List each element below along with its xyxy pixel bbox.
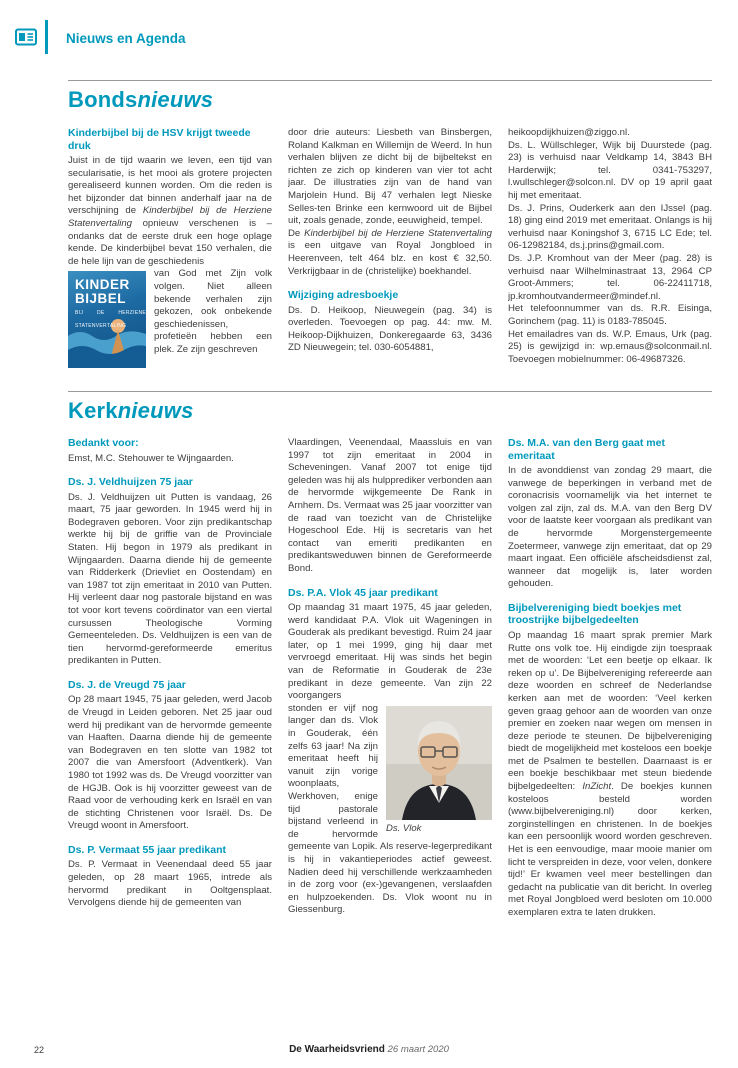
article-heading: Wijziging adresboekje xyxy=(288,289,399,302)
article-heading: Ds. J. de Vreugd 75 jaar xyxy=(68,678,186,691)
article-paragraph: Ds. J. Prins, Ouderkerk aan den IJssel (pag. 18) ging eind 2019 met emeritaat. Onlangs is hij verhuisd naar Koningshof 3, 6715 LC Ede; tel. 06-12982184, ds.j.prins@gmail.com. xyxy=(508,202,712,252)
article-heading: Ds. P. Vermaat 55 jaar predikant xyxy=(68,843,226,856)
section-title-italic: nieuws xyxy=(117,398,194,423)
article-paragraph: In de avonddienst van zondag 29 maart, die vanwege de beperkingen in verband met de coronacrisis voornamelijk via het internet te volgen zal zijn, zal ds. M.A. van den Berg DV voor de laatste keer voorgaan als predikant van de hervormde Morgenstergemeente Zoetermeer, vanwege zijn emeritaat, dat op 29 maart ingaat. Een officiële afscheidsdienst zal, wanneer dat mogelijk is, later worden gehouden. xyxy=(508,465,712,590)
article-paragraph: Op maandag 31 maart 1975, 45 jaar geleden, werd kandidaat P.A. Vlok uit Wageningen in Gouderak als predikant bevestigd. Ruim 24 jaar later, op 1 mei 1999, ging hij daar met vervroegd emeritaat. Hij was sinds het begin van de Reformatie in Gouderak de 23e predikant in deze gemeente. Van zijn 22 voorgangers xyxy=(288,602,492,702)
magazine-name: De Waarheidsvriend xyxy=(289,1044,385,1055)
article-paragraph: Emst, M.C. Stehouwer te Wijngaarden. xyxy=(68,452,234,464)
issue-date: 26 maart 2020 xyxy=(387,1044,449,1055)
section-rule xyxy=(68,391,712,392)
article-paragraph: door drie auteurs: Liesbeth van Binsbergen, Roland Kalkman en Willemijn de Weerd. In hun verhalen blijven ze dicht bij de bijbeltekst en richten ze zich op kinderen van vier tot acht jaar. De illustraties zijn van de hand van Marjolein Hund. Bij 47 verhalen legt Nieske Selles-ten Brinke een kernwoord uit de Bijbel uit, zoals genade, zonde, eeuwigheid, tempel. xyxy=(288,127,492,227)
kerknieuws-columns xyxy=(68,437,712,1025)
section-title-italic: nieuws xyxy=(137,87,214,112)
article-paragraph: heikoopdijkhuizen@ziggo.nl. xyxy=(508,127,630,138)
article-heading: Bijbelvereniging biedt boekjes met troostrijke bijbelgedeelten xyxy=(508,601,682,627)
article-heading: Ds. J. Veldhuijzen 75 jaar xyxy=(68,476,193,489)
article-paragraph: Het telefoonnummer van ds. R.R. Eisinga, Gorinchem (pag. 11) is 0183-785045. xyxy=(508,303,712,327)
bondsnieuws-columns xyxy=(68,127,712,389)
footer xyxy=(0,1044,738,1055)
article-heading: Ds. P.A. Vlok 45 jaar predikant xyxy=(288,586,438,599)
article-paragraph: Ds. J. Veldhuijzen uit Putten is vandaag, 26 maart, 75 jaar geworden. In 1945 werd hij in Bodegraven geboren. Voor zijn predikantschap werkte hij bij de griffie van de Provinciale Staten. Hij begon in 1979 als predikant in Wijngaarden. Daarna diende hij de gemeente van Ridderkerk (Drievliet en Oostendam) en van 1987 tot zijn emeritaat in 2010 van Putten. Hij verleent daar nog pastorale bijstand en was tot voor kort tevens coördinator van een viertal cursussen Theologische Vorming Gemeenteleden. Ds. Veldhuijzen is een van de tien hervormd-gereformeerde emeritus predikanten in Putten. xyxy=(68,491,272,667)
vlok-portrait-photo xyxy=(386,706,492,820)
header-divider xyxy=(45,20,48,54)
article-heading: Kinderbijbel bij de HSV krijgt tweede druk xyxy=(68,127,251,152)
cover-title-line2: BIJBEL xyxy=(75,291,127,307)
article-column xyxy=(288,437,492,917)
section-title-bondsnieuws xyxy=(68,87,213,113)
article-paragraph: Juist in de tijd waarin we leven, een tijd van secularisatie, is het mooi als grotere projecten gerealiseerd kunnen worden. Om die reden is het bijzonder dat binnen anderhalf jaar na de verschijning de Kinderbijbel bij de Herziene Statenvertaling opnieuw verschenen is – ondanks dat de eerste druk een hoge oplage kende. De kinderbijbel bevat 150 verhalen, die de hele lijn van de geschiedenis xyxy=(68,155,272,267)
page-number: 22 xyxy=(34,1045,45,1055)
article-column xyxy=(288,127,492,355)
article-paragraph: Op maandag 16 maart sprak premier Mark Rutte ons volk toe. Hij eindigde zijn toespraak met de woorden: ‘Let een beetje op elkaar. Ik reken op u’. De Bijbelvereniging refereerde aan deze woorden en schreef de Nederlandse kerken aan met de woorden: ‘Veel kerken geven graag gehoor aan de woorden van onze premier en zoeken naar wegen om mensen in deze periode te steunen. De bijbelvereniging biedt de mogelijkheid met kosteloos een boekje met de Psalmen te bestellen. Daarnaast is er een boekje beschikbaar met steun biedende bijbelgedeelten: InZicht. De boekjes kunnen kosteloos besteld worden (www.bijbelvereniging.nl) door kerken, zorginstellingen en christenen. In de boekjes kan een persoonlijk woord worden geschreven. Het is een eenvoudige, maar mooie manier om licht te verspreiden in deze, voor velen, donkere tijd!’ Er kwamen veel meer bestellingen dan gedacht na publicatie van dit bericht. In overleg met Royal Jongbloed werd besloten om 10.000 exemplaren extra te laten drukken. xyxy=(508,629,712,918)
page-section-title: Nieuws en Agenda xyxy=(66,31,186,46)
article-heading: Bedankt voor: xyxy=(68,437,139,449)
article-paragraph: Ds. Vlok stonden er vijf nog langer dan ds. Vlok in Gouderak, één zelfs 63 jaar! Na zijn emeritaat heeft hij vanuit zijn vorige woonplaats, Werkhoven, enige tijd pastorale bijstand verleend in de hervormde gemeente van Lopik. Als reserve-legerpredikant is hij in vakantieperiodes actief geweest. Nadien deed hij verschillende werkzaamheden in de zorg voor (ex-)gevangenen, verslaafden en hulpzoekenden. Ds. Vlok woont nu in Giessenburg. xyxy=(288,702,492,916)
vlok-portrait-figure xyxy=(386,706,492,836)
section-title-bold: Kerk xyxy=(68,398,118,423)
article-paragraph: Ds. P. Vermaat in Veenendaal deed 55 jaar geleden, op 28 maart 1965, intrede als hervormd predikant in Ooltgensplaat. Vervolgens diende hij de gemeenten van xyxy=(68,859,272,909)
article-column xyxy=(68,437,272,910)
cover-title-line1: KINDER xyxy=(75,277,130,293)
article-paragraph: Ds. L. Wüllschleger, Wijk bij Duurstede (pag. 23) is verhuisd naar Veldkamp 14, 3843 BH Harderwijk; tel. 0341-753297, l.wullschleger@solcon.nl. DV op 19 april gaat hij met emeritaat. xyxy=(508,139,712,201)
article-paragraph: Ds. J.P. Kromhout van der Meer (pag. 28) is verhuisd naar Wilhelminastraat 13, 2964 CP Groot-Ammers; tel. 06-22411718, jp.kromhoutvandermeer@mindef.nl. xyxy=(508,252,712,302)
article-column xyxy=(508,437,712,920)
article-paragraph: Vlaardingen, Veenendaal, Maassluis en van 1997 tot zijn emeritaat in 2004 in Scheveningen. Vanaf 2007 tot enige tijd geleden was hij als hulpprediker verbonden aan de hervormde wijkgemeente De Rank in Arnhem. Ds. Vermaat was 25 jaar voorzitter van de raad van toezicht van de Christelijke Hogeschool Ede. Hij is secretaris van het contact van emeriti predikanten en predikantsweduwen binnen de Gereformeerde Bond. xyxy=(288,437,492,574)
article-paragraph: Op 28 maart 1945, 75 jaar geleden, werd Jacob de Vreugd in Leiden geboren. Net 25 jaar oud werd hij predikant van de hervormde gemeente van Haaften. Daarna diende hij de gemeente van Bodegraven en ten slotte van 1982 tot 2007 die van Amersfoort (Adventkerk). Van 1980 tot 1992 was ds. De Vreugd voorzitter van de HGJB. Ook is hij voorzitter geweest van de Raad voor de verhouding kerk en Israël en van de stichting Christenen voor Israël. Ds. De Vreugd woont in Amersfoort. xyxy=(68,694,272,832)
article-paragraph: De Kinderbijbel bij de Herziene Statenvertaling is een uitgave van Royal Jongbloed in Heerenveen, telt 464 blz. en kost € 32,50. Verkrijgbaar in de (christelijke) boekhandel. xyxy=(288,227,492,277)
article-paragraph: KINDER BIJBEL BIJ DE HERZIENE STATENVERTALING van God met Zijn volk volgen. Niet alleen bekende verhalen zijn gekozen, ook onbekende geschiedenissen, profetieën hebben een plek. Ze zijn geschreven xyxy=(68,268,272,356)
article-heading: Ds. M.A. van den Berg gaat met emeritaat xyxy=(508,437,665,462)
section-title-bold: Bonds xyxy=(68,87,138,112)
article-paragraph: Het emailadres van ds. W.P. Emaus, Urk (pag. 25) is gewijzigd in: wp.emaus@solconmail.nl. Toevoegen mobielnummer: 06-49687326. xyxy=(508,328,712,365)
newspaper-icon xyxy=(15,28,37,46)
article-column xyxy=(68,127,272,369)
section-title-kerknieuws xyxy=(68,398,194,424)
article-paragraph: Ds. D. Heikoop, Nieuwegein (pag. 34) is overleden. Toevoegen op pag. 44: mw. M. Heikoop-Dijkhuizen, Donkeregaarde 63, 3436 ZD Nieuwegein; tel. 030-6054881, xyxy=(288,304,492,354)
cover-subtitle: BIJ DE HERZIENE STATENVERTALING xyxy=(75,310,146,329)
kinderbijbel-cover-image xyxy=(68,271,146,368)
photo-caption: Ds. Vlok xyxy=(386,822,422,834)
article-column xyxy=(508,127,712,366)
section-rule xyxy=(68,80,712,81)
